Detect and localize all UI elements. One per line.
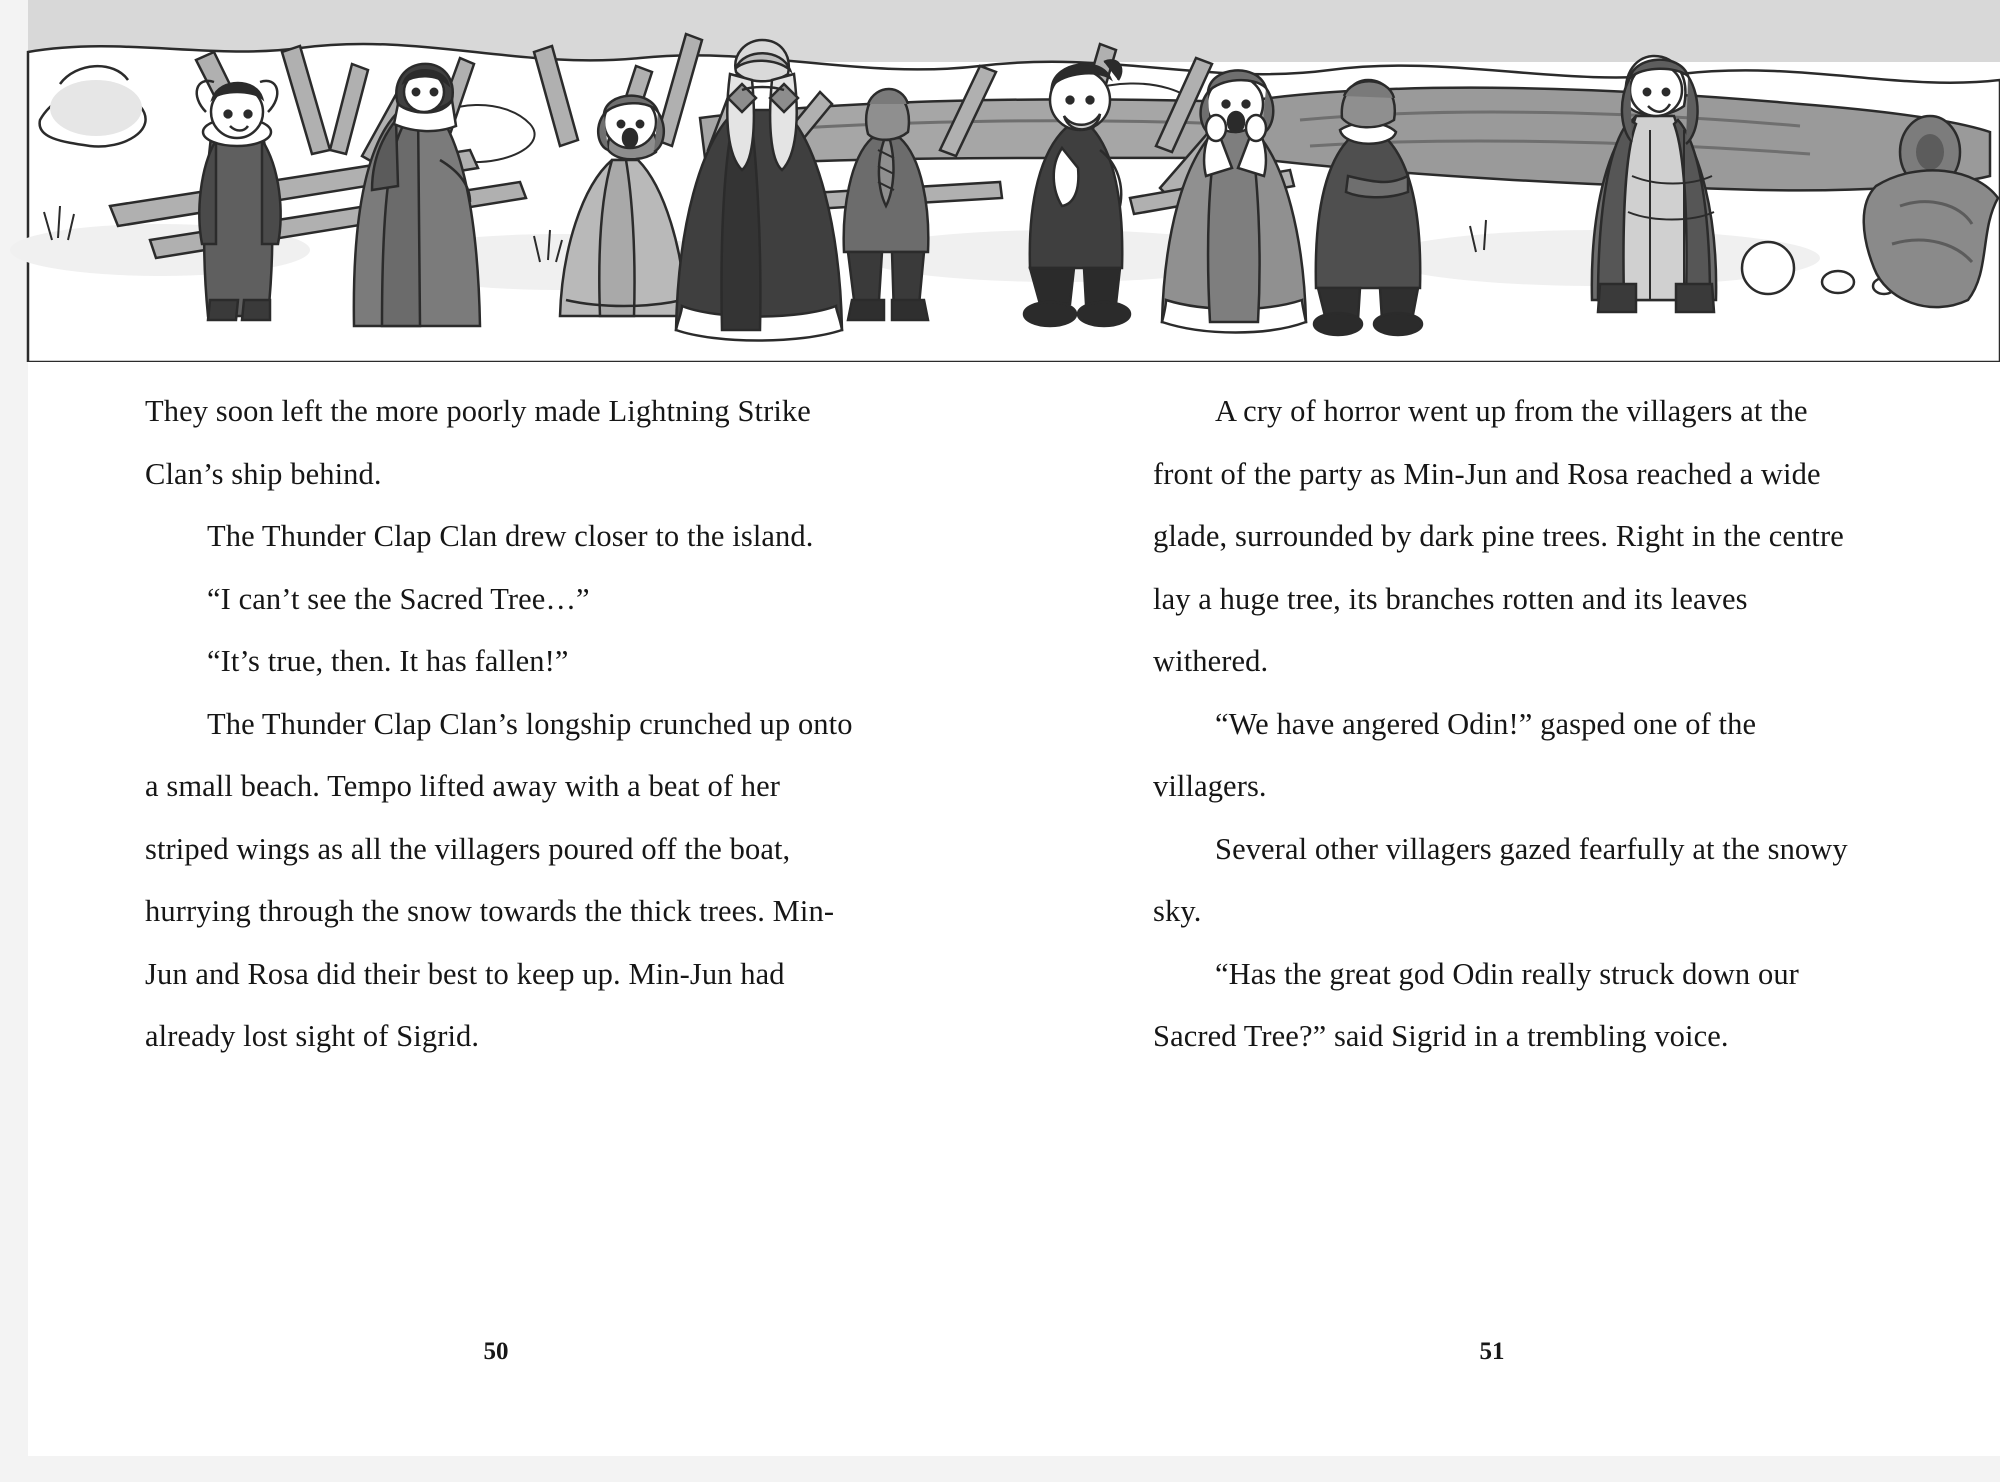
paragraph: The Thunder Clap Clan’s longship crunched up onto a small beach. Tempo lifted away with a beat of her striped wings as all the villagers poured off the boat, hurrying through the snow towards the thick trees. Min-Jun and Rosa did their best to keep up. Min-Jun had already lost sight of Sigrid. (145, 706, 853, 1053)
paragraph: “It’s true, then. It has fallen!” (207, 644, 569, 678)
paragraph: “I can’t see the Sacred Tree…” (207, 581, 590, 616)
page-number-left: 50 (483, 1338, 509, 1365)
illustration-artwork (0, 0, 2000, 362)
chapter-illustration (0, 0, 2000, 362)
paragraph: “We have angered Odin!” gasped one of the villagers. (1153, 706, 1757, 803)
paragraph: “Has the great god Odin really struck down our Sacred Tree?” said Sigrid in a trembling voice. (1153, 956, 1799, 1053)
page-number-right: 51 (1479, 1338, 1505, 1365)
paragraph: The Thunder Clap Clan drew closer to the island. (207, 519, 814, 553)
body-text (0, 380, 2000, 1330)
page-edge-bottom (0, 1456, 2000, 1482)
paragraph: A cry of horror went up from the villagers at the front of the party as Min-Jun and Rosa reached a wide glade, surrounded by dark pine trees. Right in the centre lay a huge tree, its branches rotten and its leaves withered. (1153, 394, 1844, 678)
page-column-right (1153, 380, 1863, 1330)
paragraph: They soon left the more poorly made Lightning Strike Clan’s ship behind. (145, 394, 811, 491)
paragraph: Several other villagers gazed fearfully at the snowy sky. (1153, 831, 1848, 928)
page-column-left (145, 380, 855, 1330)
